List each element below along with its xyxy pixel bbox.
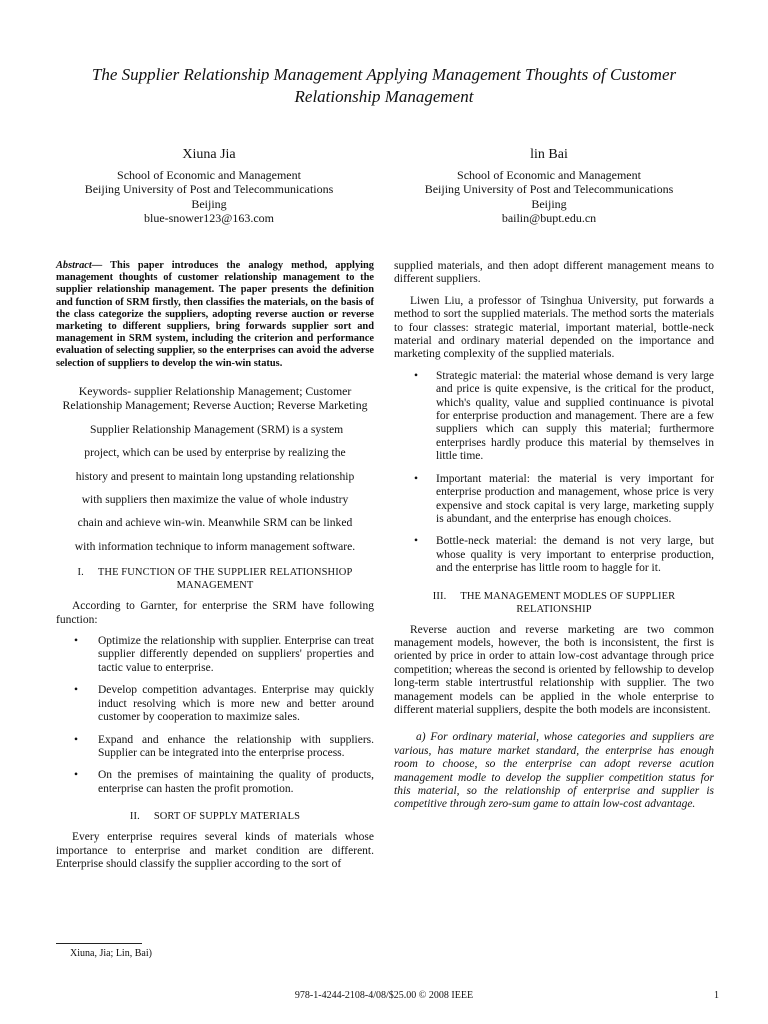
intro-line: with suppliers then maximize the value of whole industry (81, 493, 349, 507)
author-city: Beijing (531, 196, 567, 211)
list-item: • Important material: the material is very important for enterprise production and management, whose price is very expensive and stock capital is very large, marketing supply is abundant, and the enterprise has enough choices. (394, 473, 714, 527)
materials-paragraph: Liwen Liu, a professor of Tsinghua University, put forwards a method to sort the supplied materials. The method sorts the materials to four classes: strategic material, important material, bottle-neck material and ordinary material depended on the importance and marketing complexity of the supplied materials. (394, 294, 714, 361)
author-affiliation: Beijing University of Post and Telecommunications (84, 182, 334, 196)
section2-paragraph: Every enterprise requires several kinds of materials whose importance to enterprise and market condition are different. Enterprise should classify the supplier according to the sort of (56, 831, 374, 870)
footnote: Xiuna, Jia; Lin, Bai) (70, 948, 152, 959)
abstract-dash: — (91, 260, 103, 271)
section-title: THE FUNCTION OF THE SUPPLIER RELATIONSHIOP MANAGEMENT (97, 567, 353, 592)
keywords: Keywords- supplier Relationship Management; Customer Relationship Management; Reverse Auction; Reverse Marketing (62, 383, 368, 412)
author-block-2 (384, 148, 714, 226)
section3-paragraph: Reverse auction and reverse marketing are two common management models, however, the both is inconsistent, the first is oriented by price in order to attain low-cost advantage through price competition; whereas the second is oriented by fellowship to develop long-term stable intertrustful relationship with supplier. The two management models can be applied in the whole enterprise to different material suppliers, despite the both models are inconsistent. (394, 623, 714, 716)
section-number: III. (432, 590, 447, 602)
author-name: lin Bai (530, 147, 568, 162)
materials-list (394, 370, 714, 576)
author-name: Xiuna Jia (182, 147, 236, 162)
list-item: • Develop competition advantages. Enterprise may quickly induct resolving which is more new and better around customer by cooperation to maximize sales. (56, 684, 374, 724)
right-column (394, 260, 714, 812)
intro-line: chain and achieve win-win. Meanwhile SRM can be linked (77, 516, 353, 530)
list-item: • On the premises of maintaining the quality of products, enterprise can hasten the profit promotion. (56, 769, 374, 796)
section-number: I. (77, 567, 84, 579)
list-item: • Bottle-neck material: the demand is not very large, but whose quality is very important to enterprise production, and the enterprise has little room to haggle for it. (394, 535, 714, 575)
section-heading-1 (56, 566, 374, 592)
section-title: THE MANAGEMENT MODLES OF SUPPLIER RELATIONSHIP (460, 590, 676, 615)
paper-title: The Supplier Relationship Management Applying Management Thoughts of Customer Relationship Management (91, 65, 677, 106)
abstract-label: Abstract (56, 260, 92, 271)
section-number: II. (129, 811, 140, 823)
author-affiliation: School of Economic and Management (457, 167, 641, 182)
abstract-text: This paper introduces the analogy method, applying management thoughts of customer relationship management to the supplier relationship management. The paper presents the definition and function of SRM firstly, then classifies the materials, on the basis of the class categorize the suppliers, adopting reverse auction or reverse marketing to different suppliers, bring forwards supplier sort and management in SRM system, including the criterion and performance evaluation of selecting supplier, so the enterprises can avoid the adverse selection of suppliers to develop the win-win status. (56, 260, 374, 369)
continuation-paragraph: supplied materials, and then adopt different management means to different suppliers. (394, 260, 714, 286)
intro-paragraph (56, 418, 374, 558)
section1-intro: According to Garnter, for enterprise the SRM have following function: (56, 600, 374, 626)
copyright-footer: 978-1-4244-2108-4/08/$25.00 © 2008 IEEE (294, 990, 474, 1001)
footnote-rule (56, 943, 142, 944)
intro-line: with information technique to inform management software. (74, 539, 356, 553)
abstract (56, 260, 374, 370)
author-city: Beijing (191, 196, 227, 211)
list-item: • Expand and enhance the relationship with suppliers. Supplier can be integrated into the enterprise process. (56, 734, 374, 761)
left-column (56, 260, 374, 871)
intro-line: project, which can be used by enterprise by realizing the (84, 446, 346, 460)
function-list (56, 635, 374, 796)
intro-line: Supplier Relationship Management (SRM) is a system (90, 422, 344, 436)
list-item: • Strategic material: the material whose demand is very large and price is quite expensive, is the critical for the product, which's quality, value and supplied continuance is pivotal for enterprise production and management. There are a few suppliers which can supply this material; furthermore enterprises hardly produce this material by themselves in little time. (394, 370, 714, 464)
section-heading-2 (56, 810, 374, 823)
author-email: bailin@bupt.edu.cn (501, 211, 597, 225)
page-number: 1 (714, 990, 719, 1001)
author-affiliation: School of Economic and Management (117, 167, 301, 182)
section-heading-3 (394, 590, 714, 616)
list-item: • Optimize the relationship with supplier. Enterprise can treat supplier differently depended on suppliers' properties and tactic value to enterprise. (56, 635, 374, 675)
author-email: blue-snower123@163.com (143, 211, 275, 225)
author-affiliation: Beijing University of Post and Telecommunications (424, 182, 674, 196)
section-title: SORT OF SUPPLY MATERIALS (153, 811, 301, 823)
section3-item-a: a) For ordinary material, whose categories and suppliers are various, has mature market standard, the enterprise has enough room to choose, so the enterprise can adopt reverse acution management modle to develop the supplier competition status for this material, so the relationship of enterprise and supplier is competitive through zero-sum game to attain low-cost advantage. (394, 731, 714, 811)
intro-line: history and present to maintain long upstanding relationship (75, 469, 355, 483)
author-block-1 (44, 148, 374, 226)
